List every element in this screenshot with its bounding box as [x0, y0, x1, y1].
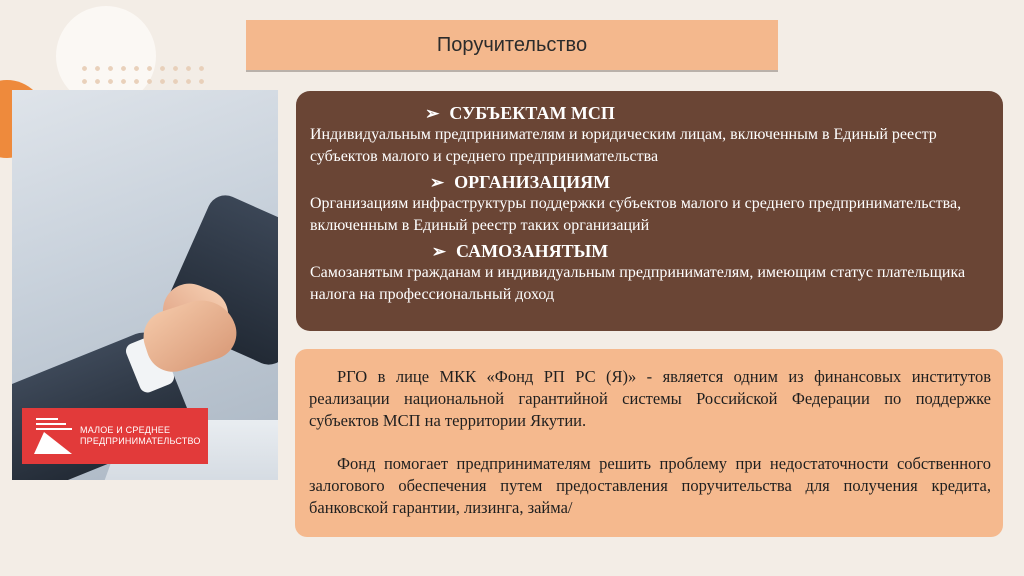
recipient-description: Организациям инфраструктуры поддержки субъектов малого и среднего предпринимательства, включенным в Единый реестр таких организаций	[310, 195, 962, 234]
info-paragraph: РГО в лице МКК «Фонд РП РС (Я)» - является одним из финансовых институтов реализации национальной гарантийной системы Российской Федерации по поддержке субъектов МСП на территории Якутии.	[309, 367, 991, 430]
slide-title: Поручительство	[436, 33, 588, 56]
chevron-right-icon: ➢	[431, 242, 446, 261]
chevron-right-icon: ➢	[429, 173, 445, 192]
recipient-heading	[330, 241, 710, 262]
recipient-heading-label: САМОЗАНЯТЫМ	[455, 241, 609, 261]
slide-title-bar	[246, 20, 778, 72]
info-card	[295, 349, 1003, 537]
recipient-description: Индивидуальным предпринимателям и юридическим лицам, включенным в Единый реестр субъектов малого и среднего предпринимательства	[310, 126, 937, 165]
recipient-heading	[330, 172, 710, 193]
handshake-photo	[12, 90, 278, 480]
recipients-card	[296, 91, 1003, 331]
recipient-description: Самозанятым гражданам и индивидуальным предпринимателям, имеющим статус плательщика налога на профессиональный доход	[310, 264, 966, 303]
info-paragraph: Фонд помогает предпринимателям решить проблему при недостаточности собственного залогового обеспечения путем предоставления поручительства для получения кредита, банковской гарантии, лизинга, займа/	[309, 454, 991, 517]
recipient-heading-label: СУБЪЕКТАМ МСП	[449, 103, 615, 123]
msp-logo-text: МАЛОЕ И СРЕДНЕЕ ПРЕДПРИНИМАТЕЛЬСТВО	[80, 425, 201, 446]
msp-logo	[22, 408, 208, 464]
msp-logo-mark-icon	[22, 408, 80, 464]
recipient-heading-label: ОРГАНИЗАЦИЯМ	[454, 172, 611, 192]
chevron-right-icon: ➢	[425, 104, 440, 123]
recipient-heading	[330, 103, 710, 124]
